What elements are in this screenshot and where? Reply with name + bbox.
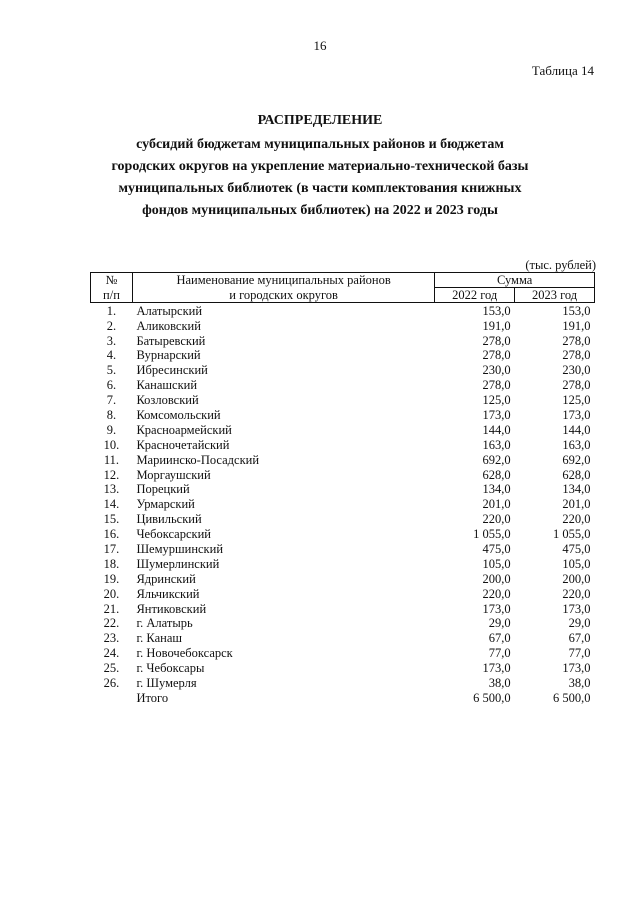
header-name-sub: и городских округов: [132, 288, 434, 303]
row-value-2023: 628,0: [562, 467, 591, 482]
row-name: Батыревский: [136, 333, 206, 348]
row-value-2022: 278,0: [482, 348, 511, 363]
table-row: [91, 661, 595, 676]
row-value-2023: 220,0: [562, 586, 591, 601]
row-value-2022: 201,0: [482, 497, 511, 512]
row-value-2022: 173,0: [482, 661, 511, 676]
row-name: г. Новочебоксарск: [136, 646, 233, 661]
table-row: [91, 691, 595, 706]
table-row: [91, 542, 595, 557]
table-row: [91, 616, 595, 631]
row-value-2022: 628,0: [482, 467, 511, 482]
table-label: Таблица 14: [531, 63, 594, 78]
row-value-2023: 153,0: [562, 303, 591, 318]
title-line: РАСПРЕДЕЛЕНИЕ: [257, 113, 383, 128]
row-name: г. Канаш: [136, 631, 182, 646]
table-row: [91, 363, 595, 378]
row-name: г. Шумерля: [136, 676, 197, 691]
row-value-2023: 173,0: [562, 601, 591, 616]
row-value-2023: 105,0: [562, 556, 591, 571]
row-number: 20.: [103, 586, 120, 601]
table-row: [91, 303, 595, 318]
row-value-2023: 173,0: [562, 661, 591, 676]
row-name: Шемуршинский: [136, 542, 224, 556]
row-number: 7.: [106, 393, 117, 408]
table-row: [91, 348, 595, 363]
header-num: №: [91, 273, 133, 288]
row-name: г. Алатырь: [136, 616, 193, 631]
row-value-2023: 125,0: [562, 393, 591, 408]
row-value-2022: 29,0: [488, 616, 511, 631]
row-name: Яльчикский: [136, 586, 200, 601]
row-value-2023: 278,0: [562, 348, 591, 363]
row-number: 16.: [103, 527, 120, 542]
row-number: 1.: [106, 303, 117, 318]
row-name: Шумерлинский: [136, 556, 220, 571]
row-name: Аликовский: [136, 318, 201, 333]
row-value-2023: 77,0: [568, 646, 591, 661]
table-row: [91, 631, 595, 646]
row-number: 24.: [103, 646, 120, 661]
row-value-2023: 29,0: [568, 616, 591, 631]
row-name: Ибресинский: [136, 363, 208, 378]
table-row: [91, 393, 595, 408]
row-name: Вурнарский: [136, 348, 201, 363]
table-row: [91, 467, 595, 482]
table-row: [91, 423, 595, 438]
header-num-sub: п/п: [91, 288, 133, 303]
row-name: г. Чебоксары: [136, 661, 205, 676]
table-row: [91, 437, 595, 452]
row-number: 13.: [103, 482, 120, 497]
row-value-2022: 6 500,0: [473, 690, 511, 705]
row-value-2023: 220,0: [562, 512, 591, 527]
row-name: Урмарский: [136, 497, 195, 512]
row-number: 15.: [103, 512, 120, 527]
row-value-2023: 191,0: [562, 318, 591, 333]
row-name: Комсомольский: [136, 407, 221, 422]
row-value-2022: 173,0: [482, 601, 511, 616]
row-name: Красноармейский: [136, 422, 232, 437]
table-row: [91, 601, 595, 616]
row-name: Мариинско-Посадский: [136, 452, 260, 467]
row-number: 6.: [106, 378, 117, 393]
row-name: Чебоксарский: [136, 527, 211, 542]
table-row: [91, 452, 595, 467]
row-number: 25.: [103, 661, 120, 676]
row-number: 9.: [106, 422, 117, 437]
row-value-2022: 163,0: [482, 437, 511, 452]
row-value-2022: 105,0: [482, 556, 511, 571]
row-value-2022: 220,0: [482, 586, 511, 601]
row-value-2022: 278,0: [482, 378, 511, 393]
table-row: [91, 571, 595, 586]
row-number: 12.: [103, 467, 120, 482]
subsidy-table: [90, 272, 595, 705]
row-number: 21.: [103, 601, 120, 616]
row-value-2023: 67,0: [568, 631, 591, 646]
row-value-2023: 201,0: [562, 497, 591, 512]
document-title: [60, 110, 580, 222]
row-number: 4.: [106, 348, 117, 363]
page-number: 16: [313, 38, 327, 53]
row-value-2023: 278,0: [562, 378, 591, 393]
row-name: Цивильский: [136, 512, 202, 527]
row-number: 18.: [103, 556, 120, 571]
row-value-2022: 173,0: [482, 407, 511, 422]
row-value-2022: 134,0: [482, 482, 511, 497]
table-row: [91, 676, 595, 691]
title-line: муниципальных библиотек (в части комплектования книжных: [118, 181, 522, 196]
title-line: городских округов на укрепление материально-технической базы: [111, 159, 529, 174]
row-value-2022: 692,0: [482, 452, 511, 467]
row-name: Канашский: [136, 378, 198, 393]
row-name: Моргаушский: [136, 467, 211, 482]
table-row: [91, 512, 595, 527]
row-value-2022: 144,0: [482, 422, 511, 437]
units-label: (тыс. рублей): [525, 258, 596, 272]
row-number: [91, 691, 133, 706]
row-number: 26.: [103, 676, 120, 691]
row-value-2022: 200,0: [482, 571, 511, 586]
row-name: Янтиковский: [136, 601, 207, 616]
table-row: [91, 527, 595, 542]
table-row: [91, 497, 595, 512]
row-name: Ядринский: [136, 571, 196, 586]
table-row: [91, 557, 595, 572]
row-value-2023: 144,0: [562, 422, 591, 437]
row-value-2023: 163,0: [562, 437, 591, 452]
row-value-2022: 220,0: [482, 512, 511, 527]
row-value-2023: 1 055,0: [553, 527, 591, 542]
row-number: 11.: [103, 452, 120, 467]
table-row: [91, 482, 595, 497]
header-sum: Сумма: [435, 273, 595, 288]
table-row: [91, 586, 595, 601]
row-name: Красночетайский: [136, 437, 230, 452]
row-value-2022: 1 055,0: [473, 527, 511, 542]
table-row: [91, 318, 595, 333]
row-number: 19.: [103, 571, 120, 586]
row-number: 10.: [103, 437, 120, 452]
row-value-2022: 230,0: [482, 363, 511, 378]
title-line: субсидий бюджетам муниципальных районов и бюджетам: [136, 137, 504, 152]
row-value-2023: 134,0: [562, 482, 591, 497]
row-value-2023: 200,0: [562, 571, 591, 586]
row-number: 3.: [106, 333, 117, 348]
row-value-2022: 38,0: [488, 676, 511, 691]
title-line: фондов муниципальных библиотек) на 2022 и 2023 годы: [142, 203, 498, 218]
row-value-2022: 475,0: [482, 542, 511, 556]
row-number: 17.: [103, 542, 120, 556]
row-value-2023: 230,0: [562, 363, 591, 378]
row-name: Алатырский: [136, 303, 203, 318]
header-year-2023: 2023 год: [515, 288, 595, 303]
row-name: Порецкий: [136, 482, 190, 497]
row-name: Козловский: [136, 393, 199, 408]
header-year-2022: 2022 год: [435, 288, 515, 303]
header-name: Наименование муниципальных районов: [132, 273, 434, 288]
row-number: 22.: [103, 616, 120, 631]
table-body: [91, 303, 595, 706]
row-value-2022: 191,0: [482, 318, 511, 333]
row-number: 2.: [106, 318, 117, 333]
row-number: 23.: [103, 631, 120, 646]
row-value-2023: 38,0: [568, 676, 591, 691]
table-row: [91, 333, 595, 348]
row-value-2023: 173,0: [562, 407, 591, 422]
row-number: 8.: [106, 407, 117, 422]
row-value-2022: 77,0: [488, 646, 511, 661]
row-value-2023: 278,0: [562, 333, 591, 348]
table-row: [91, 378, 595, 393]
row-value-2023: 475,0: [562, 542, 591, 556]
row-value-2022: 67,0: [488, 631, 511, 646]
row-value-2022: 125,0: [482, 393, 511, 408]
row-value-2023: 692,0: [562, 452, 591, 467]
row-number: 5.: [106, 363, 117, 378]
row-number: 14.: [103, 497, 120, 512]
row-value-2022: 278,0: [482, 333, 511, 348]
row-name: Итого: [136, 690, 169, 705]
table-row: [91, 408, 595, 423]
table-row: [91, 646, 595, 661]
row-value-2022: 153,0: [482, 303, 511, 318]
row-value-2023: 6 500,0: [553, 690, 591, 705]
